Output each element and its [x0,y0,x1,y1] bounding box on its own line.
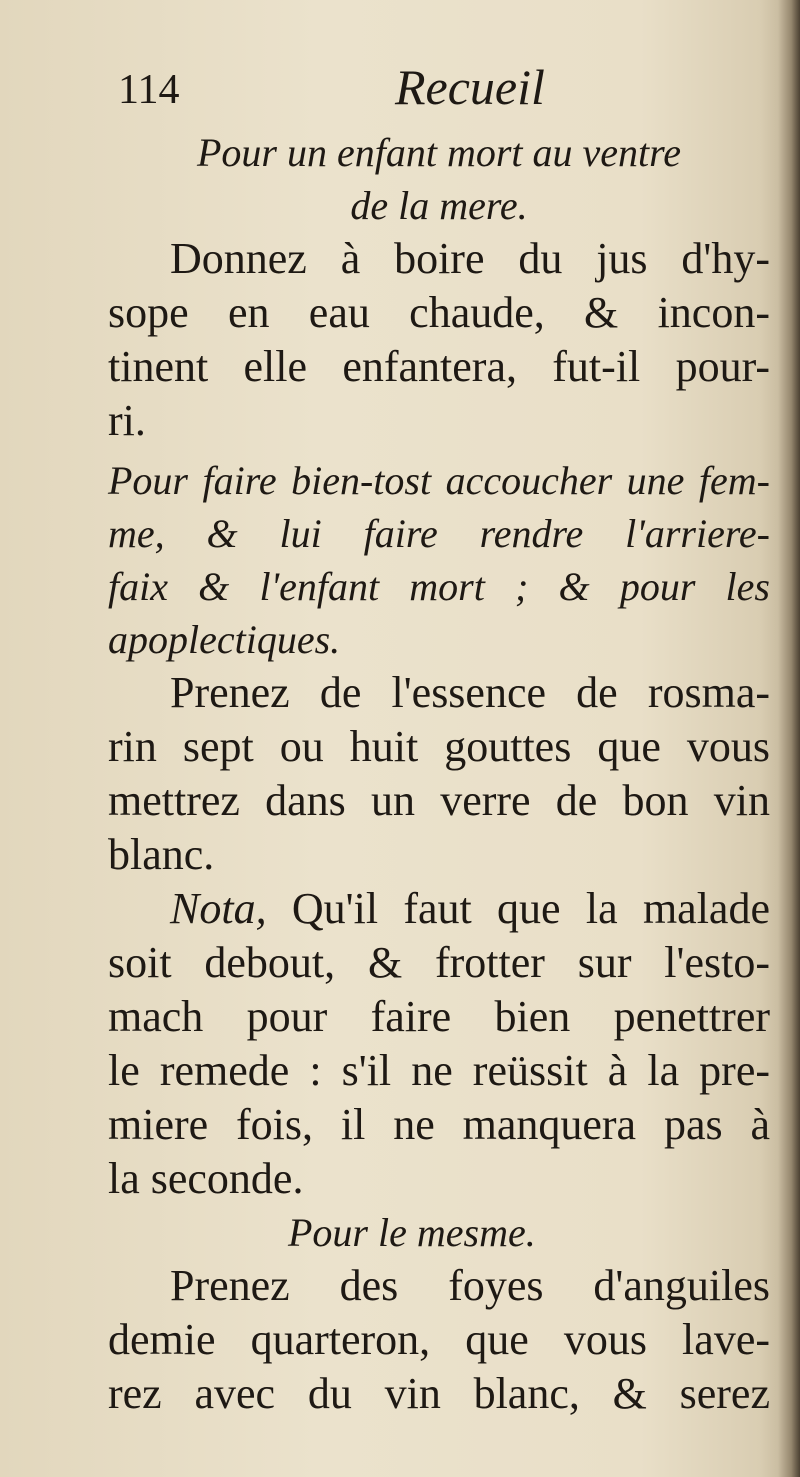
page-text [108,126,770,1421]
paragraph-line: sope en eau chaude, & incon- [108,288,770,337]
paragraph-line: la seconde. [108,1154,304,1203]
paragraph-line: tinent elle enfantera, fut-il pour- [108,342,770,391]
paragraph-line: mettrez dans un verre de bon vin [108,776,770,825]
section-heading-line: apoplectiques. [108,617,341,662]
paragraph-line: soit debout, & frotter sur l'esto- [108,938,770,987]
paragraph-line: mach pour faire bien penettrer [108,992,770,1041]
paragraph-line: Prenez de l'essence de rosma- [170,668,770,717]
running-head: Recueil [395,59,545,115]
paragraph-line: blanc. [108,830,215,879]
page-header [0,58,800,128]
nota-line [108,882,770,936]
paragraph-line: ri. [108,396,146,445]
section-heading-line: me, & lui faire rendre l'arriere- [108,511,770,556]
nota-text: Qu'il faut que la malade [291,884,770,933]
section-heading-line: de la mere. [350,183,528,228]
nota-label: Nota, [170,884,267,933]
paragraph-line: le remede : s'il ne reüssit à la pre- [108,1046,770,1095]
page-gutter-shadow [778,0,800,1477]
section-heading-line: Pour un enfant mort au ventre [196,130,681,175]
paragraph-line: demie quarteron, que vous lave- [108,1315,770,1364]
paragraph-line: Prenez des foyes d'anguiles [170,1261,770,1310]
page-number: 114 [118,67,180,113]
paragraph-line: miere fois, il ne manquera pas à [108,1100,770,1149]
section-heading-line: Pour le mesme. [288,1210,536,1255]
section-heading-line: Pour faire bien-tost accoucher une fem- [108,458,770,503]
paragraph-line: rin sept ou huit gouttes que vous [108,722,770,771]
paragraph-line: rez avec du vin blanc, & serez [108,1369,770,1418]
section-heading-line: faix & l'enfant mort ; & pour les [108,564,770,609]
paragraph-line: Donnez à boire du jus d'hy- [170,234,770,283]
